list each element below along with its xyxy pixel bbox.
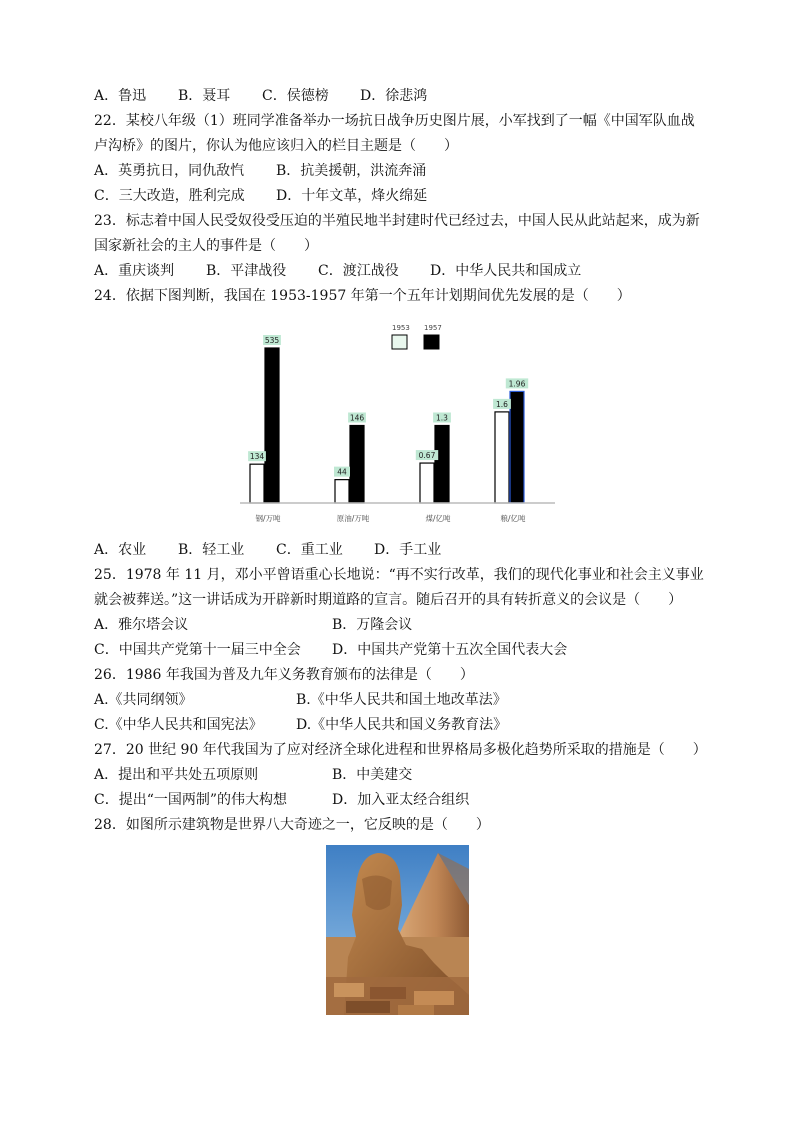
category-label-1: 原油/万吨 (336, 514, 370, 523)
q25-option-a: A．雅尔塔会议 (94, 617, 189, 633)
legend-swatch-1953 (392, 335, 407, 349)
q22-stem-line1: 22．某校八年级（1）班同学准备举办一场抗日战争历史图片展，小军找到了一幅《中国军队血战 (94, 113, 695, 129)
q27-option-c: C．提出“一国两制”的伟大构想 (94, 792, 288, 808)
q25-option-d: D．中国共产党第十五次全国代表大会 (332, 642, 568, 658)
q27-option-d: D．加入亚太经合组织 (332, 792, 470, 808)
bar-1953-3 (495, 412, 509, 503)
q24-option-b: B．轻工业 (178, 542, 245, 558)
q21-option-d: D．徐悲鸿 (360, 88, 428, 104)
q24-stem: 24．依据下图判断，我国在 1953-1957 年第一个五年计划期间优先发展的是（ ） (94, 288, 631, 304)
q27-option-a: A．提出和平共处五项原则 (94, 767, 259, 783)
bar-1957-2 (435, 426, 449, 504)
q24-option-c: C．重工业 (276, 542, 343, 558)
data-label-1953-0: 134 (249, 452, 265, 462)
legend-label-1953: 1953 (392, 324, 410, 332)
data-label-1953-2: 0.67 (418, 451, 436, 461)
q23-option-c: C．渡江战役 (318, 263, 399, 279)
category-label-0: 钢/万吨 (255, 514, 281, 523)
q23-option-b: B．平津战役 (206, 263, 287, 279)
data-label-1957-3: 1.96 (508, 379, 526, 389)
bar-1957-1 (350, 426, 364, 504)
q26-stem: 26．1986 年我国为普及九年义务教育颁布的法律是（ ） (94, 667, 474, 683)
data-label-1957-1: 146 (349, 413, 365, 423)
q25-option-b: B．万隆会议 (332, 617, 413, 633)
q23-stem-line2: 国家新社会的主人的事件是（ ） (94, 238, 318, 254)
q21-option-b: B．聂耳 (178, 88, 231, 104)
bar-1957-0 (265, 348, 279, 503)
q28-stem: 28．如图所示建筑物是世界八大奇迹之一，它反映的是（ ） (94, 817, 490, 833)
q22-option-b: B．抗美援朝，洪流奔涌 (276, 163, 427, 179)
legend-swatch-1957 (424, 335, 439, 349)
data-label-1957-0: 535 (264, 336, 280, 345)
category-label-3: 粮/亿吨 (500, 514, 526, 523)
q22-option-d: D．十年文革，烽火绵延 (276, 188, 428, 204)
q25-option-c: C．中国共产党第十一届三中全会 (94, 642, 301, 658)
q25-stem-line1: 25．1978 年 11 月，邓小平曾语重心长地说：“再不实行改革，我们的现代化事业和社会主义事业 (94, 567, 704, 583)
chart-legend (392, 324, 442, 349)
chart-data-labels (248, 335, 528, 477)
bar-1953-0 (250, 464, 264, 503)
q23-stem-line1: 23．标志着中国人民受奴役受压迫的半殖民地半封建时代已经过去，中国人民从此站起来，成为新 (94, 213, 700, 229)
q22-stem-line2: 卢沟桥》的图片，你认为他应该归入的栏目主题是（ ） (94, 138, 458, 154)
q26-option-b: B.《中华人民共和国土地改革法》 (296, 692, 507, 708)
q27-stem: 27．20 世纪 90 年代我国为了应对经济全球化进程和世界格局多极化趋势所采取的措施是（ ） (94, 742, 707, 758)
bar-1957-3 (510, 391, 524, 503)
q27-option-b: B．中美建交 (332, 767, 413, 783)
q21-option-a: A．鲁迅 (94, 88, 147, 104)
data-label-1953-3: 1.6 (496, 399, 508, 409)
chart-category-labels (255, 513, 526, 523)
sphinx-pyramid-photo (326, 845, 469, 1015)
q26-option-a: A.《共同纲领》 (94, 692, 193, 708)
legend-label-1957: 1957 (424, 324, 442, 332)
q25-stem-line2: 就会被葬送。”这一讲话成为开辟新时期道路的宣言。随后召开的具有转折意义的会议是（ ） (94, 592, 683, 608)
production-bar-chart (240, 318, 560, 528)
q23-option-a: A．重庆谈判 (94, 263, 175, 279)
bar-1953-1 (335, 480, 349, 503)
data-label-1957-2: 1.3 (436, 413, 448, 423)
q22-option-a: A．英勇抗日，同仇敌忾 (94, 163, 245, 179)
data-label-1953-1: 44 (337, 467, 347, 477)
q21-option-c: C．侯德榜 (262, 88, 329, 104)
q26-option-d: D.《中华人民共和国义务教育法》 (296, 717, 508, 733)
q23-option-d: D．中华人民共和国成立 (430, 263, 582, 279)
bar-1953-2 (420, 463, 434, 503)
chart-bars (250, 348, 524, 503)
q22-option-c: C．三大改造，胜利完成 (94, 188, 245, 204)
q24-option-a: A．农业 (94, 542, 147, 558)
q26-option-c: C.《中华人民共和国宪法》 (94, 717, 263, 733)
category-label-2: 煤/亿吨 (425, 514, 451, 523)
q24-option-d: D．手工业 (374, 542, 442, 558)
